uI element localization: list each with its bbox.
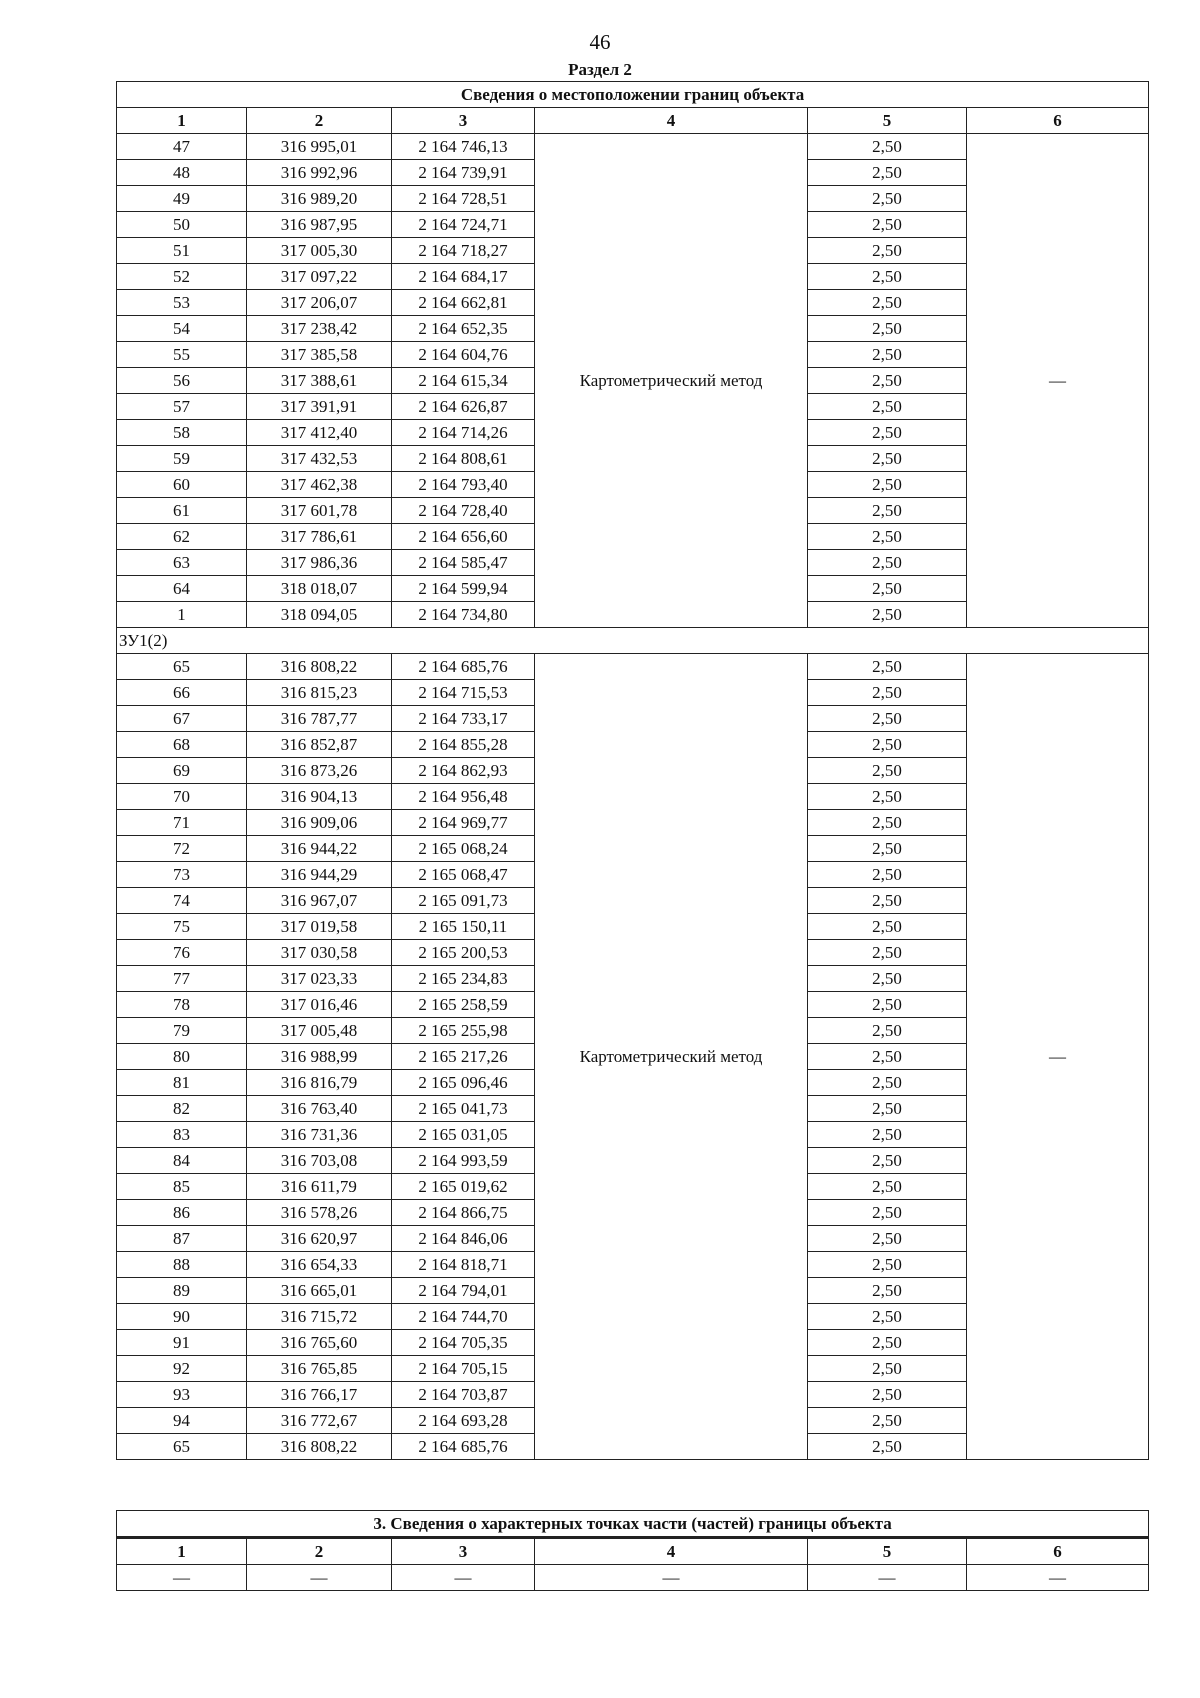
empty-cell: — bbox=[535, 1565, 808, 1591]
coordinate-y: 2 164 585,47 bbox=[392, 550, 535, 576]
accuracy-value: 2,50 bbox=[808, 342, 967, 368]
column-header: 4 bbox=[535, 108, 808, 134]
column-header: 6 bbox=[967, 1538, 1149, 1565]
description-cell: — bbox=[967, 134, 1149, 628]
point-number: 78 bbox=[117, 992, 247, 1018]
coordinate-x: 317 238,42 bbox=[247, 316, 392, 342]
coordinate-x: 316 715,72 bbox=[247, 1304, 392, 1330]
coordinate-y: 2 164 862,93 bbox=[392, 758, 535, 784]
page-number: 46 bbox=[589, 30, 611, 54]
column-header: 4 bbox=[535, 1538, 808, 1565]
point-number: 84 bbox=[117, 1148, 247, 1174]
method-cell: Картометрический метод bbox=[535, 654, 808, 1460]
section-label: Раздел 2 bbox=[568, 60, 632, 79]
description-cell: — bbox=[967, 654, 1149, 1460]
point-number: 47 bbox=[117, 134, 247, 160]
coordinate-x: 317 432,53 bbox=[247, 446, 392, 472]
table-row bbox=[117, 654, 1149, 680]
coordinate-y: 2 165 217,26 bbox=[392, 1044, 535, 1070]
coordinate-y: 2 164 969,77 bbox=[392, 810, 535, 836]
column-header: 3 bbox=[392, 108, 535, 134]
coordinate-y: 2 164 615,34 bbox=[392, 368, 535, 394]
accuracy-value: 2,50 bbox=[808, 238, 967, 264]
accuracy-value: 2,50 bbox=[808, 290, 967, 316]
accuracy-value: 2,50 bbox=[808, 992, 967, 1018]
coordinate-y: 2 165 091,73 bbox=[392, 888, 535, 914]
coordinate-y: 2 165 150,11 bbox=[392, 914, 535, 940]
coordinate-x: 316 904,13 bbox=[247, 784, 392, 810]
coordinate-x: 317 206,07 bbox=[247, 290, 392, 316]
point-number: 48 bbox=[117, 160, 247, 186]
point-number: 63 bbox=[117, 550, 247, 576]
coordinate-x: 317 385,58 bbox=[247, 342, 392, 368]
column-header-row bbox=[117, 108, 1149, 134]
coordinate-x: 316 731,36 bbox=[247, 1122, 392, 1148]
coordinate-y: 2 165 096,46 bbox=[392, 1070, 535, 1096]
coordinate-x: 316 816,79 bbox=[247, 1070, 392, 1096]
coordinate-x: 316 703,08 bbox=[247, 1148, 392, 1174]
point-number: 77 bbox=[117, 966, 247, 992]
accuracy-value: 2,50 bbox=[808, 1122, 967, 1148]
accuracy-value: 2,50 bbox=[808, 316, 967, 342]
accuracy-value: 2,50 bbox=[808, 394, 967, 420]
coordinate-x: 317 412,40 bbox=[247, 420, 392, 446]
coordinate-x: 316 620,97 bbox=[247, 1226, 392, 1252]
point-number: 92 bbox=[117, 1356, 247, 1382]
coordinate-x: 318 018,07 bbox=[247, 576, 392, 602]
coordinate-x: 317 016,46 bbox=[247, 992, 392, 1018]
accuracy-value: 2,50 bbox=[808, 862, 967, 888]
point-number: 64 bbox=[117, 576, 247, 602]
group-label: ЗУ1(2) bbox=[117, 628, 1149, 654]
point-number: 53 bbox=[117, 290, 247, 316]
column-header: 2 bbox=[247, 108, 392, 134]
coordinate-x: 316 815,23 bbox=[247, 680, 392, 706]
coordinate-y: 2 164 956,48 bbox=[392, 784, 535, 810]
point-number: 71 bbox=[117, 810, 247, 836]
accuracy-value: 2,50 bbox=[808, 836, 967, 862]
coordinate-y: 2 165 031,05 bbox=[392, 1122, 535, 1148]
coordinate-y: 2 164 733,17 bbox=[392, 706, 535, 732]
accuracy-value: 2,50 bbox=[808, 1070, 967, 1096]
accuracy-value: 2,50 bbox=[808, 472, 967, 498]
point-number: 60 bbox=[117, 472, 247, 498]
accuracy-value: 2,50 bbox=[808, 1382, 967, 1408]
accuracy-value: 2,50 bbox=[808, 940, 967, 966]
coordinate-x: 316 944,29 bbox=[247, 862, 392, 888]
coordinate-x: 318 094,05 bbox=[247, 602, 392, 628]
accuracy-value: 2,50 bbox=[808, 1356, 967, 1382]
point-number: 93 bbox=[117, 1382, 247, 1408]
point-number: 91 bbox=[117, 1330, 247, 1356]
accuracy-value: 2,50 bbox=[808, 758, 967, 784]
point-number: 75 bbox=[117, 914, 247, 940]
point-number: 90 bbox=[117, 1304, 247, 1330]
accuracy-value: 2,50 bbox=[808, 1096, 967, 1122]
accuracy-value: 2,50 bbox=[808, 1408, 967, 1434]
accuracy-value: 2,50 bbox=[808, 1018, 967, 1044]
coordinate-x: 317 462,38 bbox=[247, 472, 392, 498]
coordinate-y: 2 164 599,94 bbox=[392, 576, 535, 602]
point-number: 73 bbox=[117, 862, 247, 888]
coordinate-y: 2 165 200,53 bbox=[392, 940, 535, 966]
coordinate-x: 316 873,26 bbox=[247, 758, 392, 784]
coordinate-x: 317 023,33 bbox=[247, 966, 392, 992]
coordinate-y: 2 165 019,62 bbox=[392, 1174, 535, 1200]
coordinate-x: 317 005,30 bbox=[247, 238, 392, 264]
point-number: 81 bbox=[117, 1070, 247, 1096]
coordinate-x: 316 808,22 bbox=[247, 654, 392, 680]
coordinate-x: 316 766,17 bbox=[247, 1382, 392, 1408]
coordinate-x: 317 019,58 bbox=[247, 914, 392, 940]
accuracy-value: 2,50 bbox=[808, 810, 967, 836]
accuracy-value: 2,50 bbox=[808, 914, 967, 940]
point-number: 56 bbox=[117, 368, 247, 394]
coordinate-x: 316 995,01 bbox=[247, 134, 392, 160]
coordinate-y: 2 164 846,06 bbox=[392, 1226, 535, 1252]
coordinate-y: 2 164 685,76 bbox=[392, 654, 535, 680]
coordinate-y: 2 164 739,91 bbox=[392, 160, 535, 186]
point-number: 83 bbox=[117, 1122, 247, 1148]
coordinate-y: 2 164 734,80 bbox=[392, 602, 535, 628]
coordinate-y: 2 164 866,75 bbox=[392, 1200, 535, 1226]
coordinate-y: 2 164 728,51 bbox=[392, 186, 535, 212]
accuracy-value: 2,50 bbox=[808, 160, 967, 186]
point-number: 69 bbox=[117, 758, 247, 784]
coordinate-y: 2 164 684,17 bbox=[392, 264, 535, 290]
coordinate-y: 2 164 652,35 bbox=[392, 316, 535, 342]
coordinate-y: 2 164 626,87 bbox=[392, 394, 535, 420]
coordinate-y: 2 164 662,81 bbox=[392, 290, 535, 316]
accuracy-value: 2,50 bbox=[808, 212, 967, 238]
point-number: 65 bbox=[117, 1434, 247, 1460]
column-header: 6 bbox=[967, 108, 1149, 134]
accuracy-value: 2,50 bbox=[808, 1252, 967, 1278]
coordinate-y: 2 164 715,53 bbox=[392, 680, 535, 706]
coordinate-x: 316 654,33 bbox=[247, 1252, 392, 1278]
coordinate-x: 317 097,22 bbox=[247, 264, 392, 290]
point-number: 1 bbox=[117, 602, 247, 628]
empty-cell: — bbox=[247, 1565, 392, 1591]
coordinate-x: 317 601,78 bbox=[247, 498, 392, 524]
accuracy-value: 2,50 bbox=[808, 186, 967, 212]
accuracy-value: 2,50 bbox=[808, 446, 967, 472]
point-number: 80 bbox=[117, 1044, 247, 1070]
point-number: 67 bbox=[117, 706, 247, 732]
coordinate-y: 2 164 744,70 bbox=[392, 1304, 535, 1330]
accuracy-value: 2,50 bbox=[808, 1226, 967, 1252]
empty-cell: — bbox=[117, 1565, 247, 1591]
point-number: 65 bbox=[117, 654, 247, 680]
accuracy-value: 2,50 bbox=[808, 706, 967, 732]
coordinate-y: 2 165 255,98 bbox=[392, 1018, 535, 1044]
coordinate-y: 2 164 818,71 bbox=[392, 1252, 535, 1278]
coordinate-y: 2 164 714,26 bbox=[392, 420, 535, 446]
column-header: 1 bbox=[117, 1538, 247, 1565]
point-number: 86 bbox=[117, 1200, 247, 1226]
column-header: 2 bbox=[247, 1538, 392, 1565]
coordinate-x: 317 391,91 bbox=[247, 394, 392, 420]
coordinate-y: 2 165 258,59 bbox=[392, 992, 535, 1018]
coordinate-x: 316 763,40 bbox=[247, 1096, 392, 1122]
section3-title: 3. Сведения о характерных точках части (частей) границы объекта bbox=[117, 1511, 1149, 1538]
accuracy-value: 2,50 bbox=[808, 576, 967, 602]
coordinate-y: 2 164 855,28 bbox=[392, 732, 535, 758]
coordinate-x: 316 988,99 bbox=[247, 1044, 392, 1070]
coordinate-y: 2 165 234,83 bbox=[392, 966, 535, 992]
coordinate-y: 2 164 724,71 bbox=[392, 212, 535, 238]
coordinate-y: 2 164 703,87 bbox=[392, 1382, 535, 1408]
accuracy-value: 2,50 bbox=[808, 134, 967, 160]
point-number: 62 bbox=[117, 524, 247, 550]
table-row bbox=[117, 134, 1149, 160]
coordinate-x: 316 765,85 bbox=[247, 1356, 392, 1382]
column-header: 3 bbox=[392, 1538, 535, 1565]
point-number: 70 bbox=[117, 784, 247, 810]
coordinate-y: 2 164 685,76 bbox=[392, 1434, 535, 1460]
empty-cell: — bbox=[808, 1565, 967, 1591]
group-label-row bbox=[117, 628, 1149, 654]
coordinate-y: 2 164 993,59 bbox=[392, 1148, 535, 1174]
coordinate-x: 316 665,01 bbox=[247, 1278, 392, 1304]
point-number: 79 bbox=[117, 1018, 247, 1044]
point-number: 61 bbox=[117, 498, 247, 524]
coordinate-y: 2 164 705,15 bbox=[392, 1356, 535, 1382]
coordinate-y: 2 165 068,24 bbox=[392, 836, 535, 862]
coordinate-x: 317 005,48 bbox=[247, 1018, 392, 1044]
table-title: Сведения о местоположении границ объекта bbox=[117, 82, 1149, 108]
accuracy-value: 2,50 bbox=[808, 550, 967, 576]
coordinate-x: 316 808,22 bbox=[247, 1434, 392, 1460]
accuracy-value: 2,50 bbox=[808, 368, 967, 394]
point-number: 55 bbox=[117, 342, 247, 368]
coordinate-y: 2 164 746,13 bbox=[392, 134, 535, 160]
point-number: 89 bbox=[117, 1278, 247, 1304]
coordinate-y: 2 164 808,61 bbox=[392, 446, 535, 472]
coordinate-y: 2 165 068,47 bbox=[392, 862, 535, 888]
accuracy-value: 2,50 bbox=[808, 1200, 967, 1226]
accuracy-value: 2,50 bbox=[808, 1434, 967, 1460]
accuracy-value: 2,50 bbox=[808, 602, 967, 628]
accuracy-value: 2,50 bbox=[808, 1174, 967, 1200]
accuracy-value: 2,50 bbox=[808, 654, 967, 680]
point-number: 68 bbox=[117, 732, 247, 758]
coordinate-x: 317 786,61 bbox=[247, 524, 392, 550]
coordinate-x: 316 578,26 bbox=[247, 1200, 392, 1226]
coordinate-y: 2 164 604,76 bbox=[392, 342, 535, 368]
point-number: 74 bbox=[117, 888, 247, 914]
point-number: 57 bbox=[117, 394, 247, 420]
point-number: 87 bbox=[117, 1226, 247, 1252]
accuracy-value: 2,50 bbox=[808, 966, 967, 992]
accuracy-value: 2,50 bbox=[808, 1278, 967, 1304]
coordinate-x: 316 787,77 bbox=[247, 706, 392, 732]
section3-header-row bbox=[117, 1538, 1149, 1565]
accuracy-value: 2,50 bbox=[808, 784, 967, 810]
coordinate-x: 317 388,61 bbox=[247, 368, 392, 394]
accuracy-value: 2,50 bbox=[808, 1044, 967, 1070]
coordinate-x: 316 772,67 bbox=[247, 1408, 392, 1434]
accuracy-value: 2,50 bbox=[808, 1304, 967, 1330]
accuracy-value: 2,50 bbox=[808, 1148, 967, 1174]
coordinate-x: 316 992,96 bbox=[247, 160, 392, 186]
point-number: 52 bbox=[117, 264, 247, 290]
accuracy-value: 2,50 bbox=[808, 524, 967, 550]
coordinate-y: 2 164 656,60 bbox=[392, 524, 535, 550]
column-header: 5 bbox=[808, 108, 967, 134]
column-header: 1 bbox=[117, 108, 247, 134]
coordinate-y: 2 164 705,35 bbox=[392, 1330, 535, 1356]
accuracy-value: 2,50 bbox=[808, 420, 967, 446]
coordinate-y: 2 164 718,27 bbox=[392, 238, 535, 264]
point-number: 50 bbox=[117, 212, 247, 238]
boundary-table bbox=[116, 81, 1149, 1460]
coordinate-x: 316 989,20 bbox=[247, 186, 392, 212]
coordinate-y: 2 165 041,73 bbox=[392, 1096, 535, 1122]
coordinate-x: 316 852,87 bbox=[247, 732, 392, 758]
method-cell: Картометрический метод bbox=[535, 134, 808, 628]
accuracy-value: 2,50 bbox=[808, 498, 967, 524]
coordinate-x: 316 909,06 bbox=[247, 810, 392, 836]
point-number: 59 bbox=[117, 446, 247, 472]
accuracy-value: 2,50 bbox=[808, 1330, 967, 1356]
coordinate-y: 2 164 728,40 bbox=[392, 498, 535, 524]
empty-cell: — bbox=[967, 1565, 1149, 1591]
point-number: 49 bbox=[117, 186, 247, 212]
coordinate-x: 317 986,36 bbox=[247, 550, 392, 576]
point-number: 82 bbox=[117, 1096, 247, 1122]
coordinate-x: 316 944,22 bbox=[247, 836, 392, 862]
point-number: 66 bbox=[117, 680, 247, 706]
accuracy-value: 2,50 bbox=[808, 680, 967, 706]
coordinate-y: 2 164 693,28 bbox=[392, 1408, 535, 1434]
point-number: 51 bbox=[117, 238, 247, 264]
empty-cell: — bbox=[392, 1565, 535, 1591]
accuracy-value: 2,50 bbox=[808, 264, 967, 290]
coordinate-x: 316 611,79 bbox=[247, 1174, 392, 1200]
section3-table bbox=[116, 1510, 1149, 1591]
point-number: 85 bbox=[117, 1174, 247, 1200]
accuracy-value: 2,50 bbox=[808, 732, 967, 758]
point-number: 54 bbox=[117, 316, 247, 342]
column-header: 5 bbox=[808, 1538, 967, 1565]
point-number: 72 bbox=[117, 836, 247, 862]
point-number: 58 bbox=[117, 420, 247, 446]
coordinate-x: 316 987,95 bbox=[247, 212, 392, 238]
point-number: 76 bbox=[117, 940, 247, 966]
coordinate-x: 317 030,58 bbox=[247, 940, 392, 966]
table-row bbox=[117, 1565, 1149, 1591]
point-number: 88 bbox=[117, 1252, 247, 1278]
accuracy-value: 2,50 bbox=[808, 888, 967, 914]
coordinate-x: 316 967,07 bbox=[247, 888, 392, 914]
coordinate-y: 2 164 794,01 bbox=[392, 1278, 535, 1304]
coordinate-y: 2 164 793,40 bbox=[392, 472, 535, 498]
point-number: 94 bbox=[117, 1408, 247, 1434]
coordinate-x: 316 765,60 bbox=[247, 1330, 392, 1356]
